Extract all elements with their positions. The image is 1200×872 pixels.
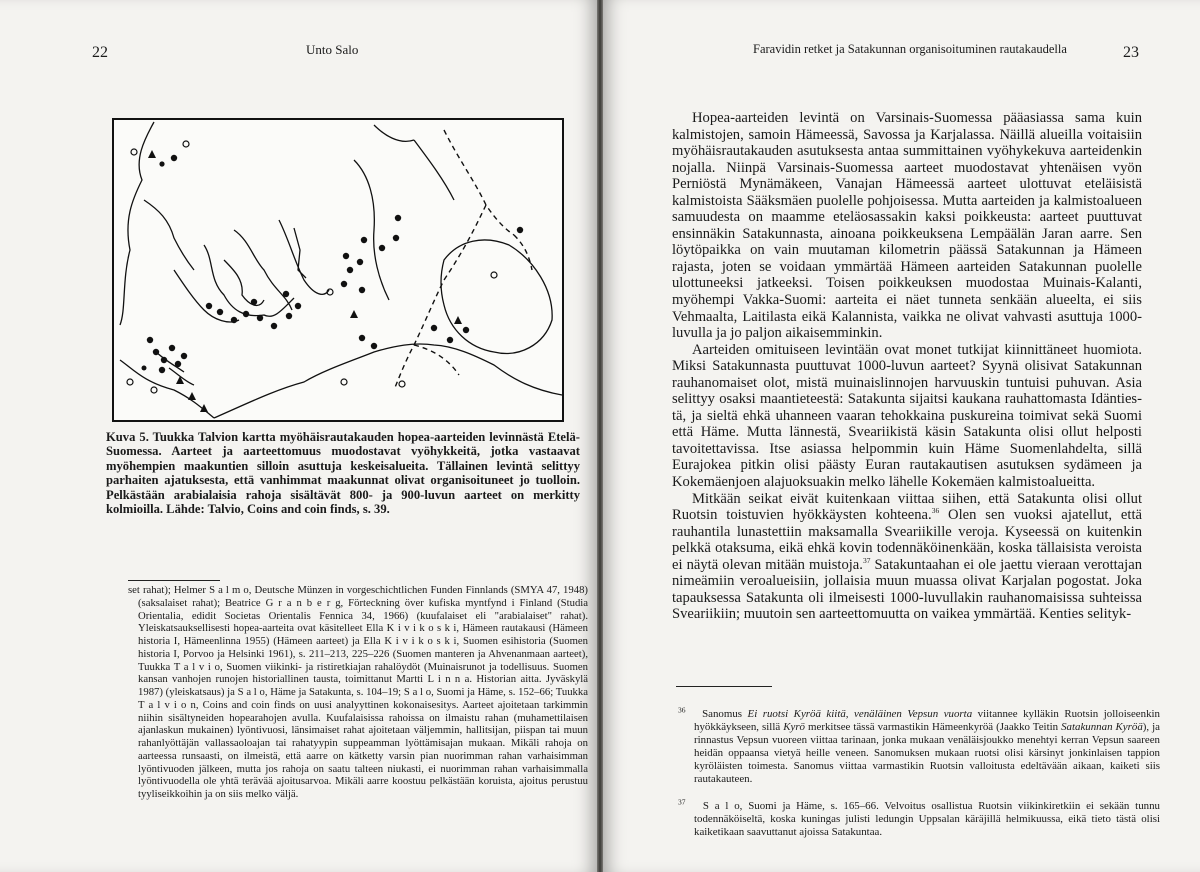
paragraph-3: [672, 491, 1142, 623]
footnote-36-number: 36: [678, 705, 686, 715]
footnote-36: [678, 705, 1161, 786]
figure-caption: Kuva 5. Tuukka Talvion kartta myöhäisrautakauden hopea-aarteiden levinnästä Etelä-Suomessa. Aarteet ja aarteettomuus muodostavat vyöhykkeitä, jotka vastaavat myöhempien maakuntien silloin asuttuja keskeisalueita. Tällainen levintä selittyy parhaiten ajatuksesta, että vanhimmat maakunnat olivat organisoituneet jo tuolloin. Pelkästään arabialaisia rahoja sisältävät 800- ja 900-luvun aarteet on merkitty kolmioilla. Lähde: Talvio, Coins and coin finds, s. 39.: [106, 430, 580, 517]
footnote-continuation: set rahat); Helmer S a l m o, Deutsche Münzen in vorgeschichtlichen Funden Finnlands (SMYA 47, 1948) (saksalaiset rahat); Beatrice G r a n b e r g, Förteckning över kufiska myntfynd i Finland (Studia Orientalia, edidit Societas Orientalis Fennica 34, 1966) (kuufalaiset eli "arabialaiset" rahat). Yleiskatsauksellisesti hopea-aarteita ovat käsitelleet Ella K i v i k o s k i, Hämeen rautakausi (Hämeen historia I, Hämeenlinna 1955) (Hämeen aarteet) ja Ella K i v i k o s k i, Suomen esihistoria (Suomen historia I, Porvoo ja Helsinki 1961), s. 211–213, 225–226 (Suomen manteren ja Ahvenanmaan aarteet), Tuukka T a l v i o, Suomen viikinki- ja ristiretkiajan rahalöydöt (Muinaisrunot ja todellisuus. Suomen kansan vanhojen runojen historiallinen tausta, toimittanut Martti L i n n a. Historian aitta. Jyväskylä 1987) (yleiskatsaus) ja S a l o, Häme ja Satakunta, s. 104–19; S a l o, Suomi ja Häme, s. 152–66; Tuukka T a l v i o n, Coins and coin finds on uusi analyyttinen kokonaisesitys. Aarteet ajoitetaan tarkimmin niihin sisältyneiden hopearahojen avulla. Kuufalaisissa rahoissa on ilmaistu rahan (muhamettilaisen ajanlaskun mukainen) lyöntivuosi, länsimaiset rahat ajoitetaan väljemmin, hallitsijan, piispan tai muun rahanlyöttäjän vallassaoloajan tai rahatyypin suppeamman lyöttämisajan mukaan. Mikäli rahoja on aarteessa runsaasti, on ilmeistä, että aarre on kätketty varsin pian nuorimman rahan varhaisimman lyöntivuoden jälkeen, mutta jos rahoja on saatu talteen niukasti, ei nuorimman rahan varhaisimmalla lyöntivuodella ole yhtä terävää ajoitusarvoa. Mikäli aarre koostuu pelkästään koruista, ajoitus perustuu tyyliseikkoihin ja on siis melko väljä.: [128, 584, 588, 800]
footnote-ref-37: 37: [862, 555, 871, 565]
paragraph-3-part-b: Olen sen vuoksi ajatellut, että rauhantila lunastettiin maksamalla Sveariikille veroja. Kyseessä on kuitenkin pelkkä otaksuma, eikä ehkä kovin todennäköinenkään, koska tällaisista veroista ei näytä olevan mitään muistoja.: [672, 507, 1143, 573]
footnote-36-text-d: ), ja rinnastus Vepsun vuoreen viittaa tarinaan, jonka mukaan venäläisjoukko menehtyi kerran Vepsun saareen heidän oppaansa vietyä heille veneen. Sanomuksen mukaan ruotsi olisi kärsinyt jonkinlaisen tappion kyröläisten toimesta. Sanomus viittaa varmastikin Ruotsin valloitusta edeltävään aikaan, kaiketi siis rautakauteen.: [694, 721, 1160, 785]
footnote-36-text-a: Sanomus: [702, 708, 748, 720]
right-body-text: [672, 110, 1142, 623]
footnote-36-text-c: merkitsee tässä varmastikin Hämeenkyröä (Jaakko Teitin: [805, 721, 1062, 733]
page-number-left: 22: [92, 44, 108, 61]
paragraph-3-part-c: Satakuntaahan ei ole jaettu vieraan verottajan nimeämiin veroalueisiin, jollaisia muun muassa olivat Karjalan pogostat. Joka tapauksessa Satakunta oli ilmeisesti 1000-luvullakin rauhanomaisissa suhteissa Sveariikiin; muutoin sen aarteettomuutta on vaikea ymmärtää. Kenties selityk-: [672, 556, 1142, 623]
footnote-37-text: S a l o, Suomi ja Häme, s. 165–66. Velvoitus osallistua Ruotsin viikinkiretkiin ei sekään tunnu todennäköiseltä, koska kuningas julisti ledungin Uppsalan käräjillä helmikuussa, eikä tieto tästä olisi kaiketikaan saavuttanut ajoissa Satakuntaa.: [694, 800, 1160, 838]
footnote-ref-36: 36: [931, 506, 940, 516]
footnote-36-italic-a: Ei ruotsi Kyröä kiitä, venäläinen Vepsun vuorta: [747, 708, 973, 720]
footnote-36-italic-c: Satakunnan Kyröä: [1061, 721, 1143, 733]
footnote-37: [678, 797, 1160, 839]
footnote-37-number: 37: [678, 797, 686, 807]
treasure-distribution-map: [112, 118, 564, 422]
left-page: [0, 0, 597, 872]
footnote-36-italic-b: Kyrö: [783, 721, 806, 733]
footnote-36-text-b: viitannee kylläkin Ruotsin jolloiseenkin hyökkäykseen, sillä: [694, 708, 1161, 733]
page-number-right: 23: [1123, 44, 1139, 61]
paragraph-3-part-a: Mitkään seikat eivät kuitenkaan viittaa siihen, että Satakunta olisi ollut Ruotsin toistuvien hyökkäysten kohteena.: [672, 490, 1142, 524]
map-graphic: [114, 120, 562, 420]
footnote-rule-left: [128, 580, 220, 581]
running-head-left: Unto Salo: [306, 42, 359, 57]
paragraph-1: Hopea-aarteiden levintä on Varsinais-Suomessa pääasiassa sama kuin kalmistojen, samoin Hämeessä, Savossa ja Karjalassa. Näillä alueilla voitaisiin myöhäisrautakauden asutuksesta antaa summittainen vyöhykekuva aarteidenkin nojalla. Niinpä Varsinais-Suomessa aarteet muodostavat yhtenäisen vyön Perniöstä Mynämäkeen, Vanajan Hämeessä aarteet ulottuvat eteläisistä kalmistoista Sääksmäen puolelle pohjoisessa. Mutta aarteiden ja kalmistoalueen samuudesta on maamme eteläosassakin kaksi poikkeusta: aarteet puuttuvat ensinnäkin Satakunnasta, ainoana poikkeuksena Lempäälän Jaran aarre. Sen löytöpaikka on vain muutaman kilometrin päässä Satakunnan ja Hämeen rajasta, joten se voidaan ymmärtää Hämeen aarteiden Satakunnan puolelle ulottuneeksi jatkeeksi. Toisen poikkeuksen muodostaa Muinais-Kalanti, myöhempi Vakka-Suomi: aarteita ei näet tunneta senkään alueelta, ei siis Vehmaalta, Laitilasta eikä Kalannista, vaikka ne olivat vahvasti asuttuja 1000-luvulla ja jo paljon aikaisemminkin.: [672, 110, 1142, 342]
running-head-right: Faravidin retket ja Satakunnan organisoituminen rautakaudella: [753, 42, 1067, 56]
footnote-rule-right: [676, 686, 772, 687]
paragraph-2: Aarteiden omituiseen levintään ovat monet tutkijat kiinnittäneet huomiota. Miksi Satakunnasta puuttuvat 1000-luvun aarteet? Syynä olisivat Satakunnan rauhanomaiset olot, mistä muinaislinnojen harvuuskin tuntuisi puhuvan. Asia selittyy osaksi maantieteestä: Satakunta sijaitsi kaukana rauhattomasta Idäntiestä, ja sieltä ehkä uhanneen vaaran tehokkaina puskureina toimivat sekä Suomi että Häme. Mutta lännestä, Sveariikistä käsin Satakunta olisi ollut helposti tavoitettavissa. Itse asiassa helpommin kuin Häme Suomenlahdelta, sillä Eurajokea pitkin olisi päästy Euran rautakautisen asutuksen sydämeen ja Kokemäenjoen alajuoksuakin melko lähelle Kokemäen kalmistoalueitta.: [672, 341, 1142, 491]
